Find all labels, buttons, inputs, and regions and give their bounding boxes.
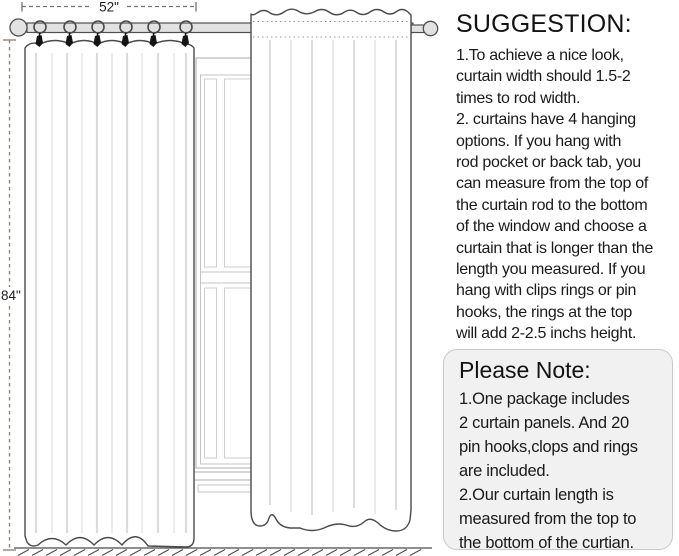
suggestion-line: 1.To achieve a nice look, <box>456 47 624 64</box>
hatch-mark <box>130 550 141 556</box>
suggestion-line: can measure from the top of <box>456 175 649 193</box>
suggestion-line: of the window and choose a <box>456 218 647 236</box>
hatch-mark <box>200 550 211 556</box>
hatch-mark <box>18 550 29 556</box>
note-line: are included. <box>459 462 550 480</box>
note-line: 2.Our curtain length is <box>459 486 614 504</box>
hatch-mark <box>284 550 295 556</box>
curtain-length-label: 84" <box>1 288 21 303</box>
hatch-mark <box>368 550 379 556</box>
suggestion-line: the curtain rod to the bottom <box>456 196 648 214</box>
rod-finial-left <box>10 19 27 36</box>
hatch-mark <box>116 550 127 556</box>
suggestion-line: rod pocket or back tab, you <box>456 154 641 172</box>
suggestion-title: SUGGESTION: <box>456 10 632 38</box>
suggestion-line: options. If you hang with <box>456 132 622 150</box>
floor <box>14 548 432 556</box>
hatch-mark <box>88 550 99 556</box>
suggestion-line: length you measured. If you <box>456 261 646 279</box>
floor-hatching <box>18 550 421 556</box>
hatch-mark <box>228 550 239 556</box>
hatch-mark <box>186 550 197 556</box>
rod-width-label: 52" <box>99 0 119 15</box>
hatch-mark <box>144 550 155 556</box>
hatch-mark <box>410 550 421 556</box>
window-apron <box>198 485 252 492</box>
hatch-mark <box>32 550 43 556</box>
note-box <box>443 349 673 550</box>
note-line: measured from the top to <box>459 510 637 528</box>
hatch-mark <box>382 550 393 556</box>
hatch-mark <box>340 550 351 556</box>
suggestion-line: hooks, the rings at the top <box>456 303 633 321</box>
suggestion-line: curtain width should 1.5-2 <box>456 68 631 86</box>
suggestion-line: hang with clips rings or pin <box>456 282 637 300</box>
hatch-mark <box>172 550 183 556</box>
hatch-mark <box>242 550 253 556</box>
hatch-mark <box>312 550 323 556</box>
suggestion-line: will add 2-2.5 inchs height. <box>456 325 637 343</box>
rod-finial-right <box>423 21 437 35</box>
hatch-mark <box>396 550 407 556</box>
hatch-mark <box>354 550 365 556</box>
note-line: the bottom of the curtian. <box>459 534 634 550</box>
suggestion-line: curtain that is longer than the <box>456 239 654 257</box>
suggestion-line: 2. curtains have 4 hanging <box>456 111 636 129</box>
hatch-mark <box>214 550 225 556</box>
hatch-mark <box>102 550 113 556</box>
note-line: pin hooks,clops and rings <box>459 438 638 456</box>
hatch-mark <box>326 550 337 556</box>
suggestion-section <box>456 10 679 345</box>
hatch-mark <box>270 550 281 556</box>
hatch-mark <box>60 550 71 556</box>
width-dimension <box>22 0 196 15</box>
note-line: 2 curtain panels. And 20 <box>459 414 629 432</box>
left-curtain-panel <box>25 41 194 548</box>
hatch-mark <box>74 550 85 556</box>
suggestion-line: times to rod width. <box>456 89 581 107</box>
hatch-mark <box>298 550 309 556</box>
right-curtain-panel <box>251 9 411 531</box>
hatch-mark <box>158 550 169 556</box>
hatch-mark <box>46 550 57 556</box>
note-line: 1.One package includes <box>459 390 630 408</box>
height-dimension <box>0 40 21 550</box>
note-title: Please Note: <box>459 357 591 383</box>
hatch-mark <box>256 550 267 556</box>
